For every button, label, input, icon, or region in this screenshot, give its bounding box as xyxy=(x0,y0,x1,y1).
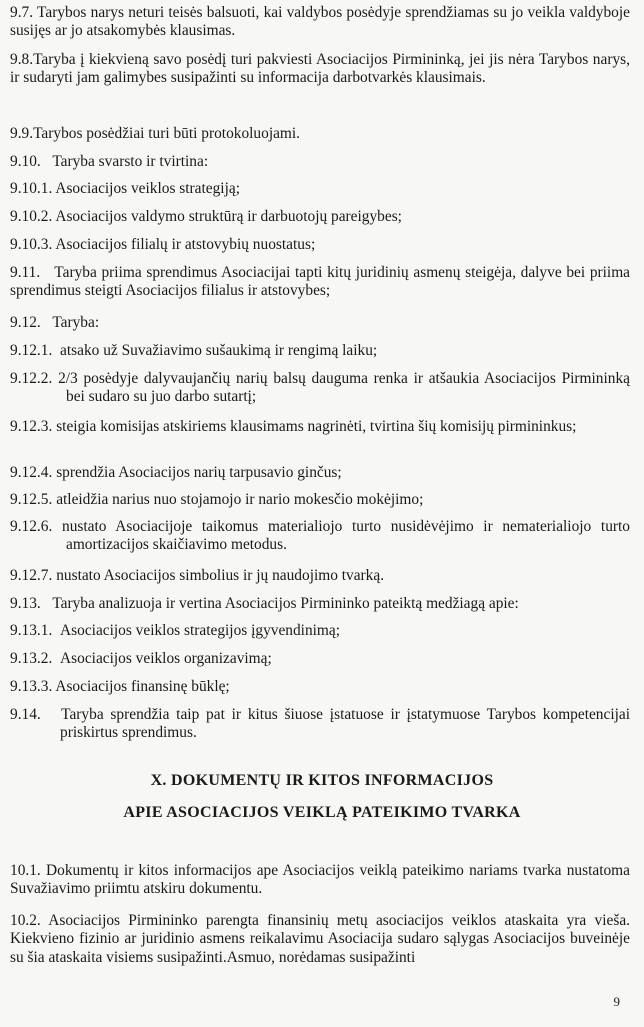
clause-number: 9.12.6. xyxy=(10,518,53,535)
clause-9-10-2 xyxy=(10,208,630,226)
clause-number: 9.12.4. xyxy=(10,464,53,481)
clause-text: Tarybos narys neturi teisės balsuoti, kai valdybos posėdyje sprendžiamas su jo veikla valdyboje susijęs ar jo atsakomybės klausimas. xyxy=(10,4,630,40)
clause-number: 10.1. xyxy=(10,862,41,879)
clause-text: nustato Asociacijoje taikomus materialiojo turto nusidėvėjimo ir nematerialiojo turto amortizacijos skaičiavimo metodus. xyxy=(62,518,630,554)
clause-9-13-2 xyxy=(10,650,630,668)
clause-9-13-3 xyxy=(10,678,630,696)
clause-10-2 xyxy=(10,912,630,967)
clause-text: Asociacijos veiklos strategiją; xyxy=(55,180,240,197)
clause-number: 9.12.2. xyxy=(10,370,53,387)
clause-text: Taryba sprendžia taip pat ir kitus šiuose įstatuose ir įstatymuose Tarybos kompetencijai priskirtus sprendimus. xyxy=(60,706,630,742)
clause-text: atleidžia narius nuo stojamojo ir nario mokesčio mokėjimo; xyxy=(56,491,424,508)
clause-text: nustato Asociacijos simbolius ir jų naudojimo tvarką. xyxy=(56,567,385,584)
clause-9-9 xyxy=(10,125,630,143)
clause-number: 9.13.3. xyxy=(10,678,53,695)
clause-9-12-7 xyxy=(10,567,630,585)
clause-text: Dokumentų ir kitos informacijos ape Asociacijos veiklą pateikimo nariams tvarka nustatoma Suvažiavimo priimtu atskiru dokumentu. xyxy=(10,862,630,898)
clause-10-1 xyxy=(10,862,630,899)
clause-9-10-1 xyxy=(10,180,630,198)
clause-text: Asociacijos filialų ir atstovybių nuostatus; xyxy=(55,236,316,253)
clause-9-13 xyxy=(10,595,630,613)
section-heading-line1: X. DOKUMENTŲ IR KITOS INFORMACIJOS xyxy=(150,772,494,789)
clause-9-13-1 xyxy=(10,622,630,640)
clause-9-7 xyxy=(10,4,630,41)
clause-number: 10.2. xyxy=(10,912,41,929)
clause-number: 9.10.3. xyxy=(10,236,53,253)
clause-text: Asociacijos valdymo struktūrą ir darbuotojų pareigybes; xyxy=(55,208,402,225)
clause-9-12-6 xyxy=(10,518,630,555)
clause-text: Asociacijos veiklos organizavimą; xyxy=(60,650,272,667)
clause-text: Taryba į kiekvieną savo posėdį turi pakviesti Asociacijos Pirmininką, jei jis nėra Tarybos narys, ir sudaryti jam galimybes susipažinti su informacija darbotvarkės klausimais. xyxy=(10,51,630,87)
clause-text: Taryba analizuoja ir vertina Asociacijos Pirmininko pateiktą medžiagą apie: xyxy=(52,595,519,612)
clause-9-10-3 xyxy=(10,236,630,254)
clause-number: 9.14. xyxy=(10,706,41,723)
clause-number: 9.13.2. xyxy=(10,650,53,667)
clause-text: Taryba: xyxy=(52,314,100,331)
clause-9-14 xyxy=(10,706,630,743)
clause-text: Asociacijos veiklos strategijos įgyvendinimą; xyxy=(60,622,341,639)
clause-text: 2/3 posėdyje dalyvaujančių narių balsų dauguma renka ir atšaukia Asociacijos Pirmininką bei sudaro su juo darbo sutartį; xyxy=(58,370,630,406)
clause-number: 9.7. xyxy=(10,4,34,21)
clause-9-11 xyxy=(10,264,630,301)
clause-number: 9.10.1. xyxy=(10,180,53,197)
clause-9-12-1 xyxy=(10,342,630,360)
clause-number: 9.12. xyxy=(10,314,41,331)
clause-text: Asociacijos Pirmininko parengta finansinių metų asociacijos veiklos ataskaita yra vieša. Kiekvieno fizinio ar juridinio asmens reikalavimu Asociacija sudaro sąlygas Asociacijos buveinėje su šia ataskaita visiems susipažinti.Asmuo, norėdamas susipažinti xyxy=(10,912,631,966)
clause-number: 9.9. xyxy=(10,125,34,142)
clause-number: 9.8. xyxy=(10,51,34,68)
clause-number: 9.13. xyxy=(10,595,41,612)
clause-9-12-2 xyxy=(10,370,630,407)
clause-number: 9.10. xyxy=(10,153,41,170)
clause-text: Taryba priima sprendimus Asociacijai tapti kitų juridinių asmenų steigėja, dalyve bei priima sprendimus steigti Asociacijos filialus ir atstovybes; xyxy=(10,264,630,300)
clause-text: atsako už Suvažiavimo sušaukimą ir rengimą laiku; xyxy=(60,342,378,359)
clause-9-10 xyxy=(10,153,630,171)
clause-9-12-4 xyxy=(10,464,630,482)
clause-9-12-5 xyxy=(10,491,630,509)
clause-text: Taryba svarsto ir tvirtina: xyxy=(52,153,209,170)
clause-9-8 xyxy=(10,51,630,88)
clause-text: Tarybos posėdžiai turi būti protokoluojami. xyxy=(33,125,301,142)
clause-number: 9.12.7. xyxy=(10,567,53,584)
clause-text: sprendžia Asociacijos narių tarpusavio ginčus; xyxy=(56,464,342,481)
clause-number: 9.11. xyxy=(10,264,41,281)
clause-number: 9.12.5. xyxy=(10,491,53,508)
clause-9-12 xyxy=(10,314,630,332)
clause-text: Asociacijos finansinę būklę; xyxy=(55,678,230,695)
clause-text: steigia komisijas atskiriems klausimams nagrinėti, tvirtina šių komisijų pirmininkus; xyxy=(56,418,577,435)
clause-number: 9.12.3. xyxy=(10,418,53,435)
section-heading-line2: APIE ASOCIACIJOS VEIKLĄ PATEIKIMO TVARKA xyxy=(123,804,521,821)
clause-9-12-3 xyxy=(10,418,630,436)
clause-number: 9.12.1. xyxy=(10,342,53,359)
page-number: 9 xyxy=(613,994,620,1009)
clause-number: 9.13.1. xyxy=(10,622,53,639)
clause-number: 9.10.2. xyxy=(10,208,53,225)
